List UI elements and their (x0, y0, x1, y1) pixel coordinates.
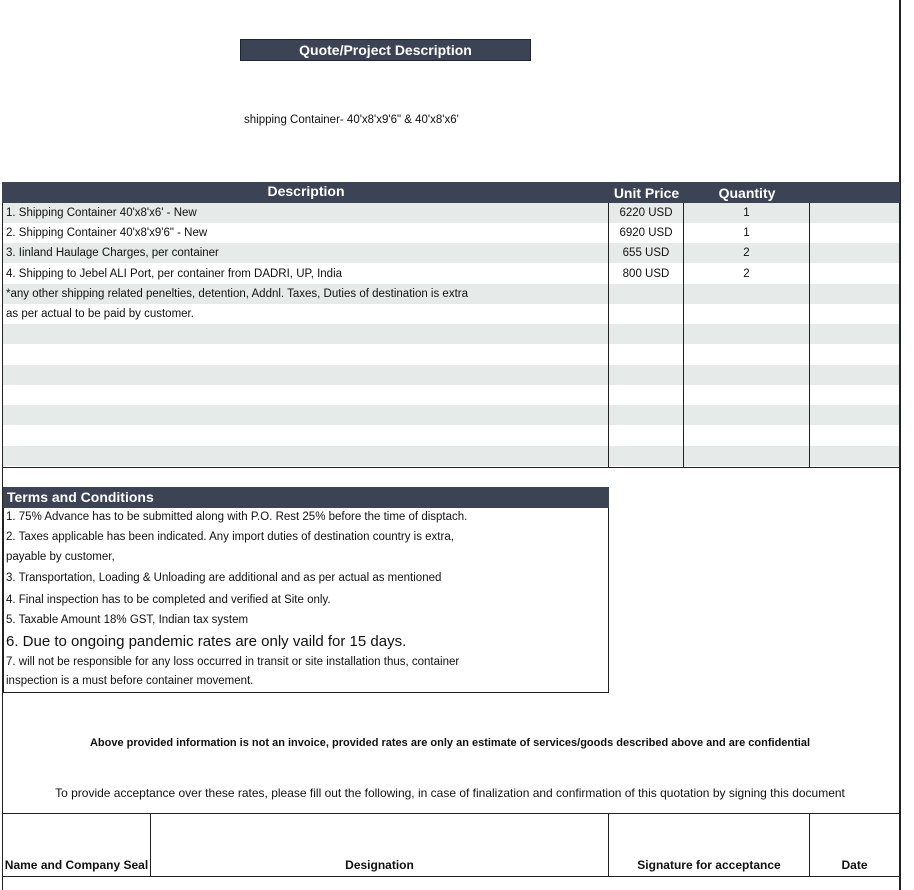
term-item: 6. Due to ongoing pandemic rates are only vaild for 15 days. (6, 633, 407, 650)
item-unit-price: 6220 USD (619, 207, 673, 219)
item-quantity: 2 (743, 268, 750, 280)
item-unit-price: 800 USD (622, 268, 670, 280)
item-description: 4. Shipping to Jebel ALI Port, per container from DADRI, UP, India (6, 268, 343, 280)
quote-description-header: Quote/Project Description (240, 39, 531, 61)
term-item: 2. Taxes applicable has been indicated. Any import duties of destination country is extra, (6, 531, 454, 543)
header-quantity: Quantity (718, 185, 776, 201)
designation-field[interactable]: Designation (345, 858, 414, 872)
date-field[interactable]: Date (841, 858, 868, 872)
table-row-stripe (3, 365, 899, 385)
item-note: as per actual to be paid by customer. (6, 308, 194, 320)
acceptance-instructions: To provide acceptance over these rates, please fill out the following, in case of finalization and confirmation of this quotation by signing this document (55, 786, 845, 800)
header-unit-price: Unit Price (613, 185, 680, 201)
table-row-stripe (3, 324, 899, 344)
term-item: 4. Final inspection has to be completed and verified at Site only. (6, 594, 331, 606)
column-divider (809, 203, 810, 467)
term-item: inspection is a must before container movement. (6, 675, 254, 687)
term-item: payable by customer, (6, 551, 115, 563)
term-item: 5. Taxable Amount 18% GST, Indian tax system (6, 614, 249, 626)
item-note: *any other shipping related penelties, detention, Addnl. Taxes, Duties of destination is extra (6, 288, 468, 300)
item-description: 1. Shipping Container 40'x8'x6' - New (6, 207, 197, 219)
confidential-notice: Above provided information is not an invoice, provided rates are only an estimate of services/goods described above and are confidential (89, 737, 811, 749)
item-quantity: 1 (743, 227, 750, 239)
item-quantity: 2 (743, 247, 750, 259)
name-seal-field[interactable]: Name and Company Seal (4, 858, 149, 872)
term-item: 1. 75% Advance has to be submitted along with P.O. Rest 25% before the time of disptach. (6, 511, 468, 523)
project-description: shipping Container- 40'x8'x9'6" & 40'x8'x6' (244, 114, 459, 126)
term-item: 3. Transportation, Loading & Unloading are additional and as per actual as mentioned (6, 572, 442, 584)
table-row-stripe (3, 446, 899, 466)
header-description: Description (267, 183, 345, 199)
item-unit-price: 655 USD (622, 247, 670, 259)
item-unit-price: 6920 USD (619, 227, 673, 239)
signature-field[interactable]: Signature for acceptance (637, 858, 781, 872)
table-row-stripe (3, 405, 899, 425)
item-quantity: 1 (743, 207, 750, 219)
item-description: 2. Shipping Container 40'x8'x9'6" - New (6, 227, 208, 239)
terms-title: Terms and Conditions (3, 487, 609, 508)
term-item: 7. will not be responsible for any loss occurred in transit or site installation thus, container (6, 656, 460, 668)
item-description: 3. Iinland Haulage Charges, per container (6, 247, 219, 259)
